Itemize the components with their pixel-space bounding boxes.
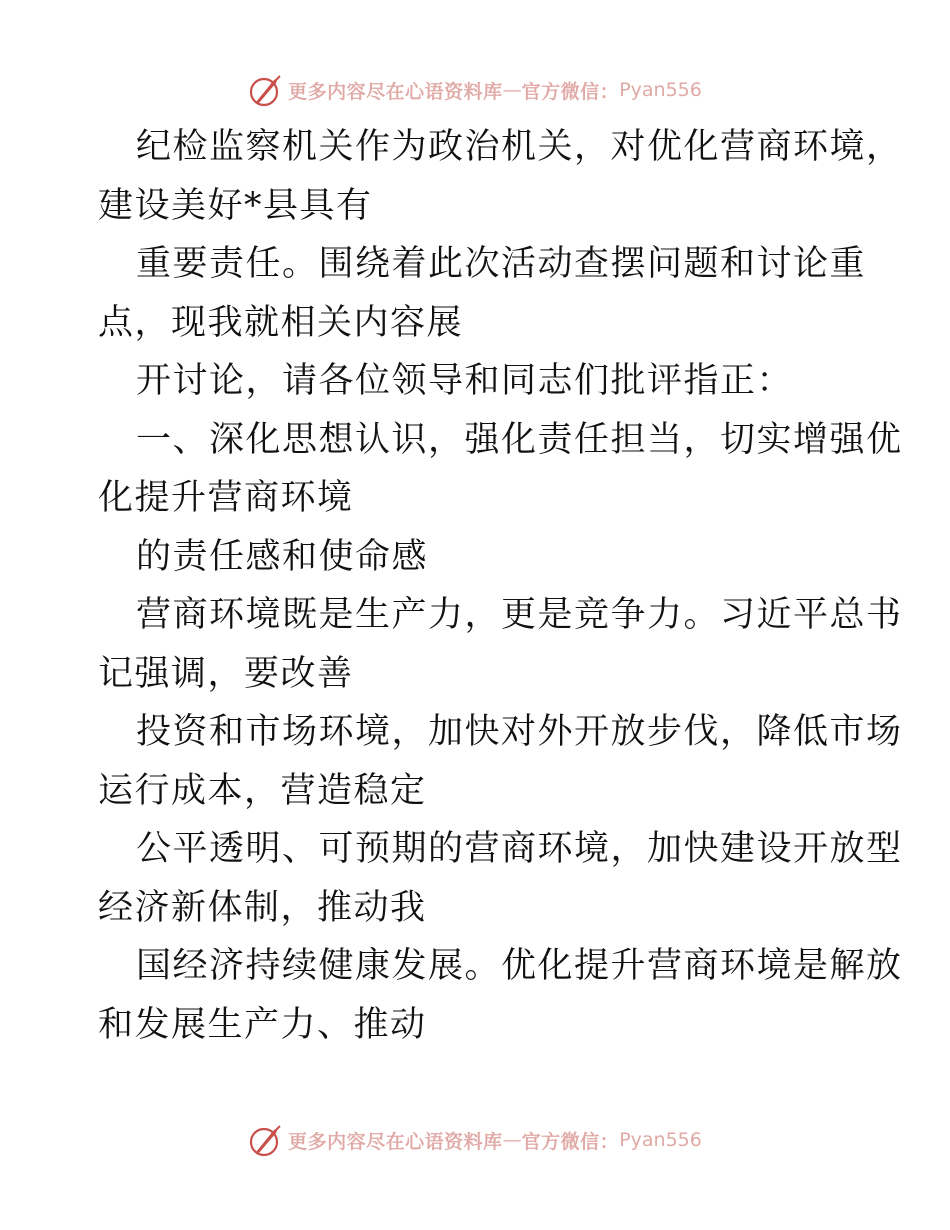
watermark-dash: — <box>502 79 522 101</box>
watermark-site-text: 更多内容尽在心语资料库 <box>288 80 503 103</box>
document-body <box>98 118 903 1054</box>
text-line: 和发展生产力、推动 <box>98 1004 427 1045</box>
text-line: 营商环境既是生产力，更是竞争力。习近平总书 <box>136 595 903 635</box>
watermark-wechat-id: Pyan556 <box>619 79 702 101</box>
text-line: 投资和市场环境，加快对外开放步伐，降低市场 <box>136 712 903 752</box>
text-line: 重要责任。围绕着此次活动查摆问题和讨论重 <box>136 244 867 284</box>
text-line: 建设美好*县具有 <box>98 185 373 226</box>
footer-watermark <box>0 1120 950 1160</box>
text-line: 纪检监察机关作为政治机关，对优化营商环境， <box>136 127 903 167</box>
watermark-wechat-label: 官方微信： <box>521 80 620 103</box>
text-line: 国经济持续健康发展。优化提升营商环境是解放 <box>136 946 903 986</box>
quill-pen-circle-icon <box>248 72 284 108</box>
text-line: 一、深化思想认识，强化责任担当，切实增强优 <box>136 419 903 460</box>
watermark-dash: — <box>502 1129 522 1151</box>
text-line: 公平透明、可预期的营商环境，加快建设开放型 <box>136 829 903 869</box>
text-line: 开讨论，请各位领导和同志们批评指正： <box>136 361 794 401</box>
watermark-wechat-id: Pyan556 <box>619 1129 702 1151</box>
watermark-wechat-label: 官方微信： <box>521 1130 620 1153</box>
quill-pen-circle-icon <box>248 1122 284 1158</box>
text-line: 点，现我就相关内容展 <box>98 302 464 343</box>
watermark-site-text: 更多内容尽在心语资料库 <box>288 1130 503 1153</box>
text-line: 的责任感和使命感 <box>136 536 429 577</box>
header-watermark <box>0 70 950 110</box>
text-line: 记强调，要改善 <box>98 653 354 694</box>
text-line: 经济新体制，推动我 <box>98 887 427 928</box>
text-line: 运行成本，营造稳定 <box>98 770 427 811</box>
text-line: 化提升营商环境 <box>98 478 354 518</box>
